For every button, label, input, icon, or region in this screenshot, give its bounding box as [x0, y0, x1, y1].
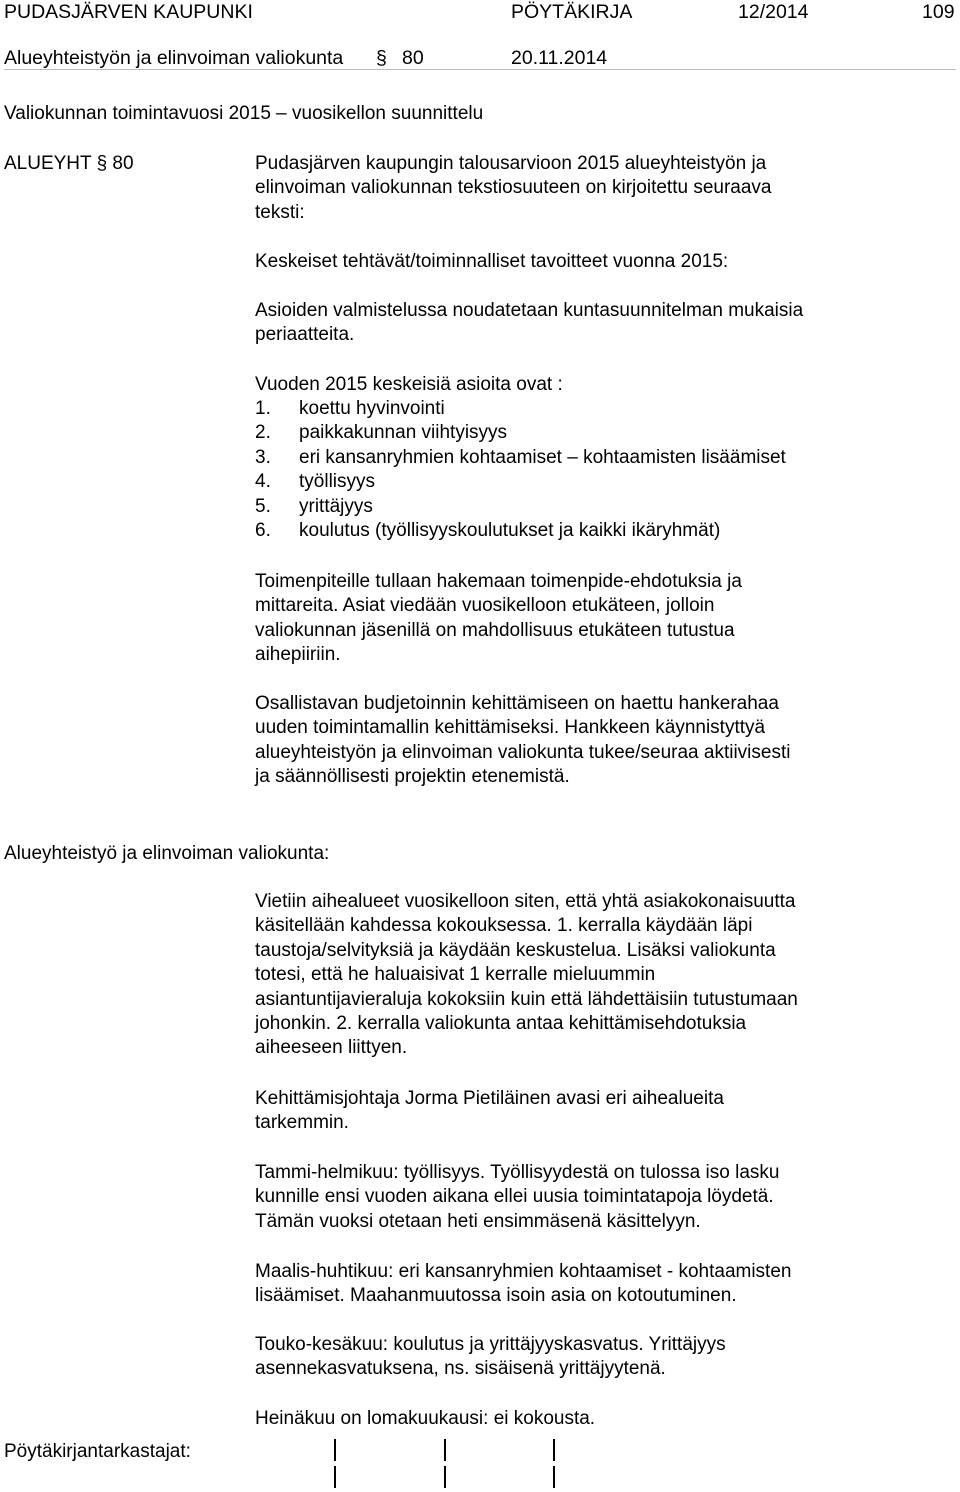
text-line: Pudasjärven kaupungin talousarvioon 2015 alueyhteistyön ja — [255, 153, 767, 174]
months-paragraph-1 — [255, 1161, 955, 1234]
signature-line — [334, 1439, 336, 1461]
list-item — [255, 397, 955, 421]
months-paragraph-2 — [255, 1260, 955, 1309]
text-line: asennekasvatuksena, ns. sisäisenä yrittäjyytenä. — [255, 1358, 666, 1380]
key-topics-list — [255, 397, 955, 543]
principles-paragraph — [255, 299, 955, 348]
list-text: työllisyys — [299, 471, 376, 493]
text-line: Touko-kesäkuu: koulutus ja yrittäjyyskasvatus. Yrittäjyys — [255, 1334, 726, 1355]
header-committee: Alueyhteistyön ja elinvoiman valiokunta — [4, 47, 344, 69]
signature-line — [553, 1466, 555, 1488]
measures-paragraph — [255, 570, 955, 668]
text-line: Vietiin aihealueet vuosikelloon siten, että yhtä asiakokonaisuutta — [255, 891, 796, 912]
text-line: periaatteita. — [255, 324, 355, 346]
header-doc-type: PÖYTÄKIRJA — [511, 1, 633, 23]
list-number: 5. — [255, 495, 271, 517]
text-line: elinvoiman valiokunnan tekstiosuuteen on kirjoitettu seuraava — [255, 177, 772, 199]
signature-line — [444, 1439, 446, 1461]
text-line: asiantuntijavieraluja kokoksiin kuin että lähdettäisiin tutustumaan — [255, 988, 798, 1010]
text-line: teksti: — [255, 201, 305, 223]
item-reference: ALUEYHT § 80 — [4, 153, 134, 174]
page-title: Valiokunnan toimintavuosi 2015 – vuosikellon suunnittelu — [4, 103, 484, 124]
text-line: uuden toimintamallin kehittämiseksi. Hankkeen käynnistyttyä — [255, 717, 766, 739]
decision-paragraph-2 — [255, 1087, 955, 1136]
signature-line — [444, 1466, 446, 1488]
text-line: kunnille ensi vuoden aikana ellei uusia toimintatapoja löydetä. — [255, 1186, 774, 1208]
list-text: koettu hyvinvointi — [299, 398, 445, 419]
list-item — [255, 519, 955, 543]
list-item — [255, 495, 955, 519]
header-page-number: 109 — [922, 1, 955, 23]
list-item — [255, 421, 955, 445]
budgeting-paragraph — [255, 692, 955, 790]
text-line: Tammi-helmikuu: työllisyys. Työllisyydestä on tulossa iso lasku — [255, 1162, 780, 1183]
text-line: Toimenpiteille tullaan hakemaan toimenpide-ehdotuksia ja — [255, 571, 742, 592]
intro-paragraph — [255, 152, 955, 225]
list-text: eri kansanryhmien kohtaamiset – kohtaamisten lisäämiset — [299, 446, 786, 468]
header-doc-number: 12/2014 — [738, 1, 809, 23]
list-number: 2. — [255, 422, 271, 444]
header-org: PUDASJÄRVEN KAUPUNKI — [4, 1, 253, 23]
text-line: ja säännöllisesti projektin etenemistä. — [255, 766, 570, 788]
inspectors-label: Pöytäkirjantarkastajat: — [4, 1441, 191, 1462]
list-text: paikkakunnan viihtyisyys — [299, 422, 508, 444]
text-line: taustoja/selvityksiä ja käydään keskustelua. Lisäksi valiokunta — [255, 939, 776, 961]
text-line: alueyhteistyön ja elinvoiman valiokunta tukee/seuraa aktiivisesti — [255, 741, 791, 763]
text-line: aihepiiriin. — [255, 644, 341, 666]
months-paragraph-3 — [255, 1333, 955, 1382]
header-date: 20.11.2014 — [511, 47, 608, 69]
list-number: 4. — [255, 471, 271, 493]
header-section-mark: § — [376, 47, 387, 69]
header-section: 80 — [402, 47, 424, 69]
text-line: aiheeseen liittyen. — [255, 1037, 408, 1059]
list-number: 6. — [255, 519, 271, 541]
goals-heading: Keskeiset tehtävät/toiminnalliset tavoitteet vuonna 2015: — [255, 251, 729, 272]
header-divider — [4, 69, 956, 70]
list-item — [255, 470, 955, 494]
text-line: Tämän vuoksi otetaan heti ensimmäsenä käsittelyyn. — [255, 1210, 701, 1232]
text-line: Osallistavan budjetoinnin kehittämiseen on haettu hankerahaa — [255, 693, 779, 714]
committee-label: Alueyhteistyö ja elinvoiman valiokunta: — [4, 843, 330, 864]
text-line: käsitellään kahdessa kokouksessa. 1. kerralla käydään läpi — [255, 915, 753, 937]
signature-line — [553, 1439, 555, 1461]
signature-line — [334, 1466, 336, 1488]
text-line: totesi, että he haluaisivat 1 kerralle mieluummin — [255, 964, 656, 986]
months-paragraph-4 — [255, 1407, 955, 1431]
list-item — [255, 446, 955, 470]
text-line: Maalis-huhtikuu: eri kansanryhmien kohtaamiset - kohtaamisten — [255, 1261, 792, 1282]
list-number: 1. — [255, 398, 271, 419]
text-line: Heinäkuu on lomakuukausi: ei kokousta. — [255, 1408, 596, 1429]
text-line: tarkemmin. — [255, 1112, 349, 1134]
list-text: yrittäjyys — [299, 495, 373, 517]
text-line: lisäämiset. Maahanmuutossa isoin asia on kotoutuminen. — [255, 1285, 737, 1307]
text-line: mittareita. Asiat viedään vuosikelloon etukäteen, jolloin — [255, 595, 715, 617]
list-number: 3. — [255, 446, 271, 468]
text-line: valiokunnan jäsenillä on mahdollisuus etukäteen tutustua — [255, 619, 735, 641]
key-topics-heading: Vuoden 2015 keskeisiä asioita ovat : — [255, 374, 563, 395]
text-line: Kehittämisjohtaja Jorma Pietiläinen avasi eri aihealueita — [255, 1088, 724, 1109]
decision-paragraph-1 — [255, 890, 955, 1061]
text-line: johonkin. 2. kerralla valiokunta antaa kehittämisehdotuksia — [255, 1013, 747, 1035]
text-line: Asioiden valmistelussa noudatetaan kuntasuunnitelman mukaisia — [255, 300, 804, 321]
list-text: koulutus (työllisyyskoulutukset ja kaikki ikäryhmät) — [299, 519, 721, 541]
